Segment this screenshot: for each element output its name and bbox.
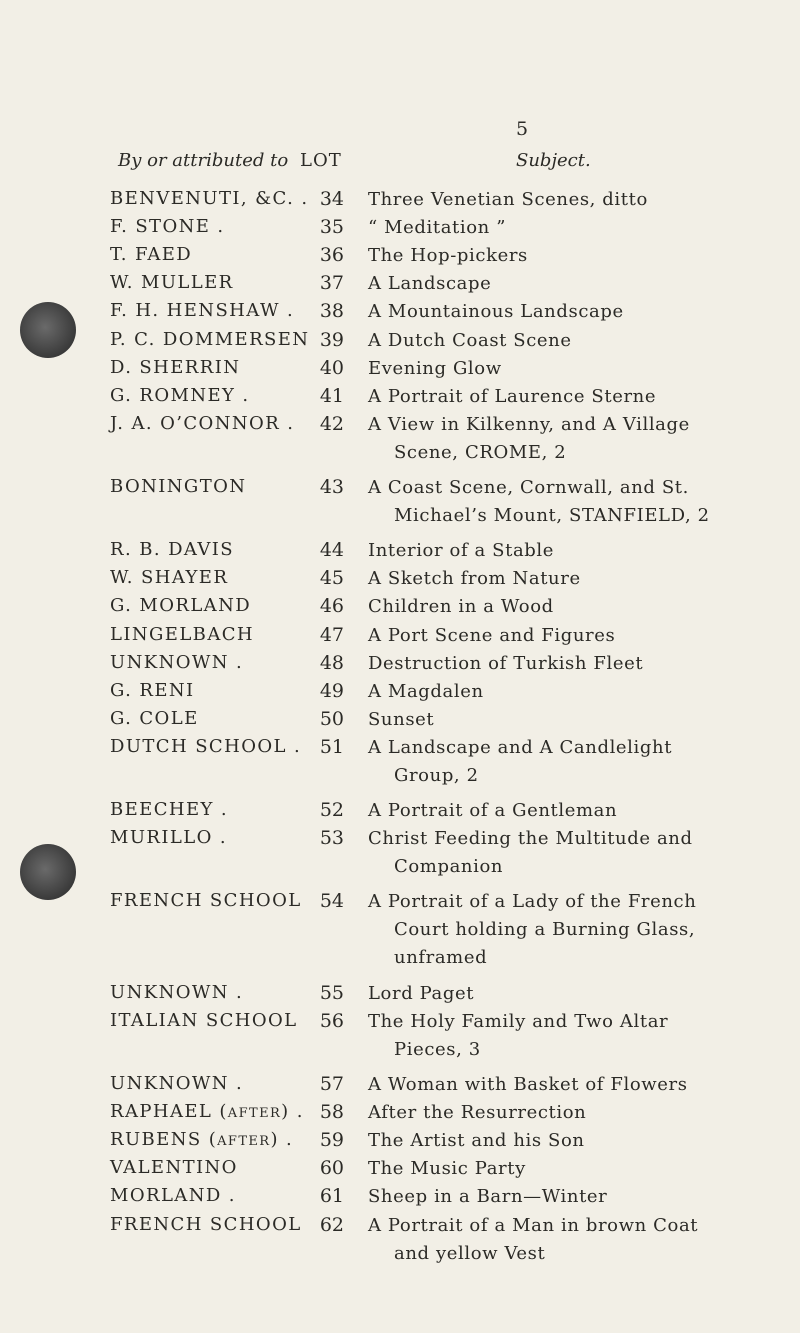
lot-artist: UNKNOWN . <box>110 651 244 673</box>
lot-artist: W. MULLER <box>110 272 234 294</box>
lot-number: 43 <box>319 476 344 498</box>
lot-subject-line: The Music Party <box>368 1158 526 1180</box>
column-header-artist: By or attributed to <box>118 150 289 171</box>
lot-subject-continuation: Scene, CROME, 2 <box>394 441 567 463</box>
lot-subject-line: A Woman with Basket of Flowers <box>368 1074 688 1095</box>
lot-subject-line: Evening Glow <box>368 357 502 379</box>
lot-subject <box>368 1099 788 1127</box>
lot-number: 39 <box>319 328 344 351</box>
lot-artist: DUTCH SCHOOL . <box>110 735 302 757</box>
lot-artist: UNKNOWN . <box>110 1073 244 1094</box>
lot-subject-line: A Landscape and A Candlelight <box>368 736 673 758</box>
lot-subject-continuation: Pieces, 3 <box>394 1038 481 1060</box>
lot-subject-line: A Coast Scene, Cornwall, and St. <box>368 477 689 498</box>
lot-number: 61 <box>319 1185 344 1208</box>
lot-artist: P. C. DOMMERSEN <box>110 328 310 350</box>
lot-number: 46 <box>319 595 344 618</box>
lot-artist: VALENTINO <box>110 1157 238 1179</box>
lot-artist: F. H. HENSHAW . <box>110 300 295 322</box>
lot-subject-line: “ Meditation ” <box>368 217 506 239</box>
lot-artist: BONINGTON <box>110 476 247 497</box>
lot-subject-line: Lord Paget <box>368 982 475 1004</box>
lot-subject <box>368 622 788 650</box>
lot-subject <box>368 411 788 467</box>
lot-number: 38 <box>319 300 344 323</box>
lot-number: 57 <box>319 1073 344 1095</box>
lot-artist: W. SHAYER <box>110 567 229 589</box>
lot-subject <box>368 1008 788 1064</box>
lot-subject-line: Christ Feeding the Multitude and <box>368 828 693 850</box>
lot-number: 40 <box>319 356 344 379</box>
lot-subject <box>368 298 788 326</box>
lot-artist: LINGELBACH <box>110 623 254 645</box>
binder-hole-top <box>20 302 76 358</box>
lot-number: 52 <box>319 799 344 822</box>
lot-artist: ITALIAN SCHOOL <box>110 1009 298 1031</box>
lot-subject <box>368 734 788 790</box>
lot-subject-line: A Sketch from Nature <box>368 568 581 590</box>
lot-number: 60 <box>319 1157 344 1180</box>
lot-artist: T. FAED <box>110 244 193 266</box>
lot-subject <box>368 797 788 825</box>
lot-number: 45 <box>319 567 344 590</box>
lot-subject-continuation: and yellow Vest <box>394 1242 546 1264</box>
lot-artist: D. SHERRIN <box>110 356 241 378</box>
lot-artist: J. A. O’CONNOR . <box>110 412 295 434</box>
lot-artist: RAPHAEL (after) . <box>110 1101 304 1123</box>
lot-artist: RUBENS (after) . <box>110 1129 294 1151</box>
lot-number: 59 <box>319 1129 344 1152</box>
lot-subject-line: The Artist and his Son <box>368 1130 585 1152</box>
lot-number: 37 <box>319 272 344 295</box>
lot-artist: FRENCH SCHOOL <box>110 890 302 912</box>
lot-subject-line: A Port Scene and Figures <box>368 624 616 646</box>
lot-subject-line: A Mountainous Landscape <box>368 301 624 323</box>
lot-number: 49 <box>319 679 344 702</box>
lot-subject <box>368 825 788 881</box>
lot-subject <box>368 980 788 1008</box>
lot-number: 53 <box>319 827 344 850</box>
lot-artist: BEECHEY . <box>110 799 229 821</box>
lot-artist: F. STONE . <box>110 216 225 238</box>
lot-number: 54 <box>319 890 344 913</box>
lot-number: 35 <box>319 216 344 239</box>
lot-subject <box>368 888 788 972</box>
lot-subject-line: A Portrait of a Lady of the French <box>368 891 697 913</box>
lot-subject-line: Sheep in a Barn—Winter <box>368 1186 608 1208</box>
lot-subject <box>368 1183 788 1211</box>
binder-hole-bottom <box>20 844 76 900</box>
lot-artist: R. B. DAVIS <box>110 539 235 561</box>
lot-artist: MURILLO . <box>110 827 227 849</box>
lot-artist: MORLAND . <box>110 1185 236 1207</box>
lot-subject <box>368 1155 788 1183</box>
lot-subject-line: A View in Kilkenny, and A Village <box>368 413 690 435</box>
lot-subject <box>368 355 788 383</box>
lot-artist: G. ROMNEY . <box>110 384 250 406</box>
lot-subject <box>368 186 788 214</box>
lot-subject-line: A Landscape <box>368 273 492 295</box>
lot-subject <box>368 706 788 734</box>
lot-number: 50 <box>319 707 344 730</box>
lot-subject-line: A Portrait of Laurence Sterne <box>368 385 657 407</box>
lot-subject-line: A Portrait of a Gentleman <box>368 800 618 822</box>
lot-subject-line: A Portrait of a Man in brown Coat <box>368 1214 699 1236</box>
lot-subject-line: A Magdalen <box>368 680 484 702</box>
lot-artist: G. RENI <box>110 679 195 701</box>
lot-subject <box>368 1127 788 1155</box>
lot-number: 41 <box>319 384 344 407</box>
lot-artist: UNKNOWN . <box>110 981 244 1003</box>
lot-number: 47 <box>319 623 344 646</box>
lot-subject <box>368 565 788 593</box>
lot-number: 48 <box>319 651 344 674</box>
lot-subject <box>368 214 788 242</box>
lot-subject-line: Children in a Wood <box>368 596 554 618</box>
lot-number: 58 <box>319 1101 344 1124</box>
page-number: 5 <box>516 118 530 140</box>
lot-number: 44 <box>319 539 344 562</box>
lot-subject-continuation: Group, 2 <box>394 764 479 786</box>
lot-artist: BENVENUTI, &C. . <box>110 188 309 209</box>
lot-subject-line: A Dutch Coast Scene <box>368 329 572 351</box>
lot-number: 55 <box>319 981 344 1004</box>
lot-number: 34 <box>319 188 344 210</box>
lot-number: 62 <box>319 1213 344 1236</box>
lot-artist: G. COLE <box>110 707 199 729</box>
lot-number: 42 <box>319 412 344 435</box>
lot-subject <box>368 242 788 270</box>
lot-subject-continuation: unframed <box>394 947 488 969</box>
lot-subject <box>368 650 788 678</box>
lot-subject-line: The Hop-pickers <box>368 245 528 267</box>
lot-subject <box>368 383 788 411</box>
lot-subject-continuation: Michael’s Mount, STANFIELD, 2 <box>394 505 710 526</box>
lot-subject <box>368 537 788 565</box>
column-header-lot: LOT <box>300 150 342 171</box>
lot-subject <box>368 474 788 530</box>
lot-subject-line: Interior of a Stable <box>368 540 555 562</box>
lot-artist: FRENCH SCHOOL <box>110 1213 302 1235</box>
lot-subject-line: Sunset <box>368 708 435 730</box>
column-header-subject: Subject. <box>516 150 591 171</box>
lot-number: 56 <box>319 1009 344 1032</box>
lot-subject <box>368 327 788 355</box>
lot-subject <box>368 270 788 298</box>
lot-subject-line: After the Resurrection <box>368 1102 587 1124</box>
lot-subject-line: Three Venetian Scenes, ditto <box>368 189 648 210</box>
lot-subject-continuation: Court holding a Burning Glass, <box>394 919 696 941</box>
lot-subject <box>368 1071 788 1099</box>
lot-number: 51 <box>319 735 344 758</box>
lot-subject-line: Destruction of Turkish Fleet <box>368 652 644 674</box>
lot-subject-continuation: Companion <box>394 856 504 878</box>
lot-subject <box>368 593 788 621</box>
lot-subject-line: The Holy Family and Two Altar <box>368 1010 669 1032</box>
lot-artist: G. MORLAND <box>110 595 252 617</box>
lot-number: 36 <box>319 244 344 267</box>
lot-subject <box>368 678 788 706</box>
lot-subject <box>368 1212 788 1268</box>
